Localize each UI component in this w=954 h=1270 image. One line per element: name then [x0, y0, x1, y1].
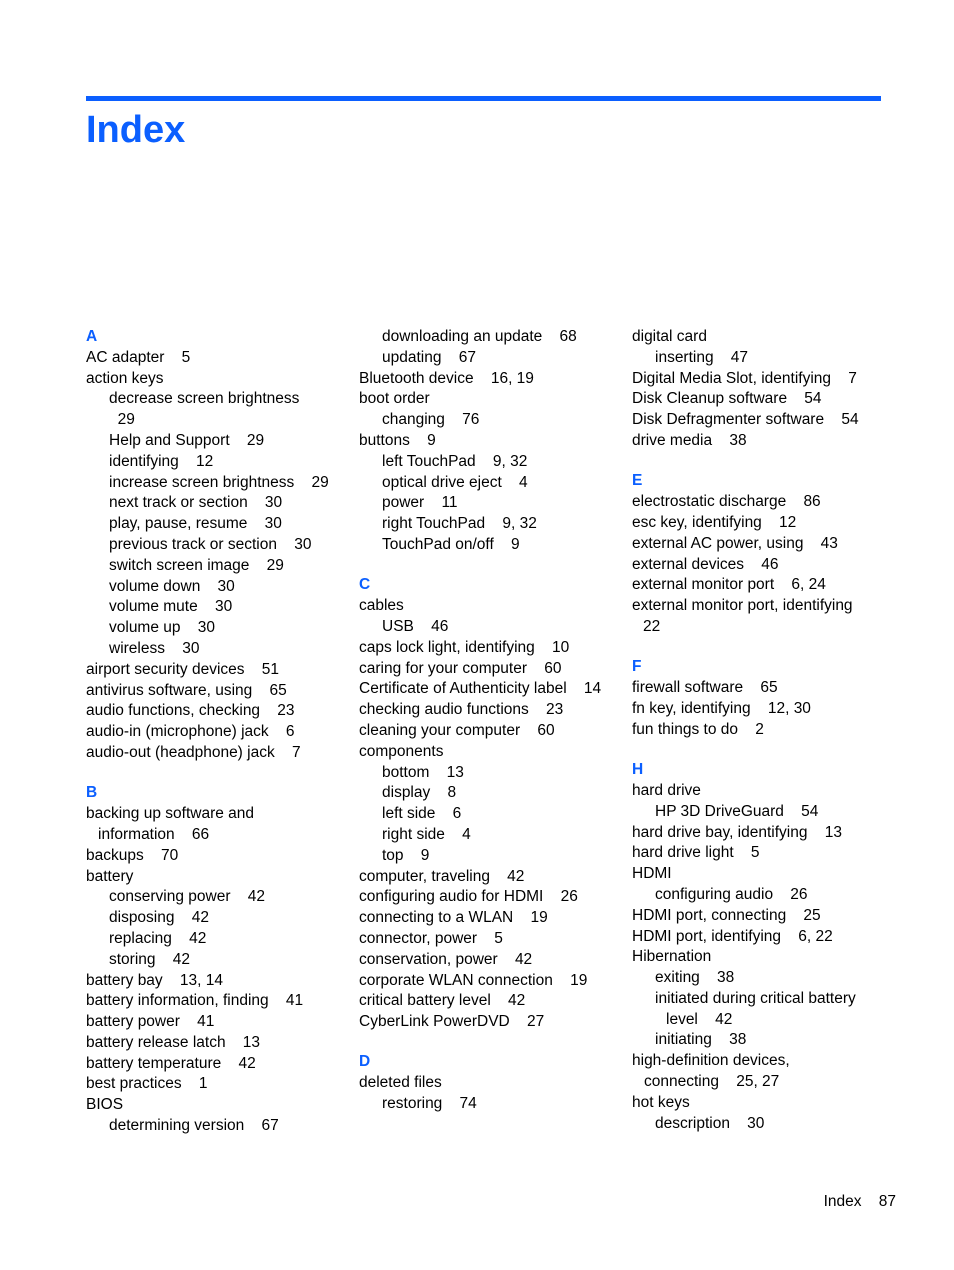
- index-letter-heading: H: [632, 761, 644, 779]
- index-entry: external monitor port 6, 24: [632, 576, 826, 594]
- index-subentry: right side 4: [382, 825, 471, 843]
- index-subentry: power 11: [382, 494, 458, 512]
- index-subentry: wireless 30: [109, 639, 200, 657]
- index-entry: Disk Cleanup software 54: [632, 390, 822, 408]
- index-subentry: configuring audio 26: [655, 885, 808, 903]
- section-gap: [86, 764, 348, 784]
- index-entry: Disk Defragmenter software 54: [632, 411, 859, 429]
- index-subentry: inserting 47: [655, 348, 749, 366]
- index-entry: caring for your computer 60: [359, 659, 562, 677]
- index-entry: Bluetooth device 16, 19: [359, 369, 534, 387]
- index-subentry: conserving power 42: [109, 888, 265, 906]
- index-subentry: identifying 12: [109, 452, 214, 470]
- index-subentry: updating 67: [382, 348, 476, 366]
- index-subentry: initiated during critical battery: [655, 989, 856, 1007]
- index-column-2: [359, 327, 621, 1115]
- index-entry: cables: [359, 597, 404, 615]
- index-subentry: decrease screen brightness: [109, 390, 300, 408]
- index-entry: audio-in (microphone) jack 6: [86, 723, 295, 741]
- index-subentry: next track or section 30: [109, 494, 283, 512]
- index-entry: AC adapter 5: [86, 348, 191, 366]
- page-footer: [824, 1192, 896, 1212]
- index-entry: HDMI port, identifying 6, 22: [632, 927, 833, 945]
- index-entry: battery information, finding 41: [86, 992, 304, 1010]
- index-letter-heading: E: [632, 472, 643, 490]
- index-entry: drive media 38: [632, 431, 747, 449]
- index-subentry: left side 6: [382, 805, 462, 823]
- index-entry: electrostatic discharge 86: [632, 493, 821, 511]
- page-title: Index: [86, 109, 186, 151]
- index-entry: external devices 46: [632, 555, 779, 573]
- index-entry: battery: [86, 867, 134, 885]
- index-subentry: replacing 42: [109, 929, 207, 947]
- index-entry: battery release latch 13: [86, 1033, 261, 1051]
- index-entry: boot order: [359, 390, 430, 408]
- index-entry: high-definition devices,: [632, 1052, 790, 1070]
- index-subentry: exiting 38: [655, 969, 735, 987]
- index-entry: digital card: [632, 328, 707, 345]
- section-gap: [632, 741, 894, 761]
- index-entry: HDMI: [632, 865, 672, 883]
- index-entry: configuring audio for HDMI 26: [359, 888, 578, 906]
- index-subentry: Help and Support 29: [109, 431, 265, 449]
- index-entry: cleaning your computer 60: [359, 721, 555, 739]
- section-gap: [632, 452, 894, 472]
- index-entry: connecting 25, 27: [644, 1073, 780, 1091]
- index-subentry: increase screen brightness 29: [109, 473, 329, 491]
- index-subentry: description 30: [655, 1114, 765, 1132]
- index-subentry: initiating 38: [655, 1031, 747, 1049]
- title-rule: [86, 96, 881, 101]
- index-entry: fn key, identifying 12, 30: [632, 699, 811, 717]
- index-entry: components: [359, 742, 444, 760]
- index-entry: connecting to a WLAN 19: [359, 909, 548, 927]
- index-entry: esc key, identifying 12: [632, 513, 797, 531]
- index-entry: CyberLink PowerDVD 27: [359, 1013, 545, 1031]
- index-entry: best practices 1: [86, 1075, 208, 1093]
- index-entry: checking audio functions 23: [359, 701, 564, 719]
- index-entry: airport security devices 51: [86, 660, 279, 678]
- index-entry: external monitor port, identifying: [632, 597, 853, 615]
- index-subentry: left TouchPad 9, 32: [382, 452, 528, 470]
- index-column-1: [86, 327, 348, 1137]
- index-subentry: disposing 42: [109, 909, 209, 927]
- index-entry: Certificate of Authenticity label 14: [359, 680, 602, 698]
- index-letter-heading: C: [359, 576, 371, 594]
- index-entry: HDMI port, connecting 25: [632, 906, 821, 924]
- index-subentry: volume up 30: [109, 619, 215, 637]
- index-entry: critical battery level 42: [359, 992, 526, 1010]
- index-entry: audio-out (headphone) jack 7: [86, 743, 301, 761]
- index-entry: battery temperature 42: [86, 1054, 256, 1072]
- index-entry: fun things to do 2: [632, 720, 764, 738]
- index-entry: battery power 41: [86, 1013, 215, 1031]
- index-subentry: HP 3D DriveGuard 54: [655, 802, 819, 820]
- index-subentry: volume down 30: [109, 577, 235, 595]
- index-subentry: USB 46: [382, 617, 449, 635]
- index-entry: hard drive: [632, 781, 701, 799]
- index-letter-heading: A: [86, 328, 98, 345]
- index-entry: computer, traveling 42: [359, 867, 525, 885]
- index-column-3: [632, 327, 894, 1134]
- index-entry: 22: [643, 617, 661, 635]
- index-subentry: right TouchPad 9, 32: [382, 515, 537, 533]
- section-gap: [359, 1033, 621, 1053]
- index-entry: buttons 9: [359, 431, 436, 449]
- index-letter-heading: D: [359, 1053, 371, 1071]
- index-letter-heading: B: [86, 784, 98, 802]
- index-subentry: display 8: [382, 784, 457, 802]
- index-subentry: optical drive eject 4: [382, 473, 528, 491]
- index-subentry: bottom 13: [382, 763, 464, 781]
- index-subentry: changing 76: [382, 411, 480, 429]
- index-entry: BIOS: [86, 1096, 124, 1114]
- index-subentry: determining version 67: [109, 1117, 279, 1135]
- index-entry: Hibernation: [632, 948, 712, 966]
- index-subentry: 29: [109, 411, 135, 429]
- index-subentry: TouchPad on/off 9: [382, 535, 520, 553]
- section-gap: [359, 556, 621, 576]
- index-subentry: previous track or section 30: [109, 535, 312, 553]
- index-entry: corporate WLAN connection 19: [359, 971, 588, 989]
- index-entry: hard drive bay, identifying 13: [632, 823, 842, 841]
- index-entry: conservation, power 42: [359, 950, 533, 968]
- footer-label: Index: [823, 1193, 862, 1210]
- section-gap: [632, 638, 894, 658]
- index-entry: antivirus software, using 65: [86, 681, 287, 699]
- index-subentry: level 42: [666, 1010, 733, 1028]
- index-entry: audio functions, checking 23: [86, 702, 295, 720]
- page-number: 87: [878, 1193, 896, 1210]
- index-entry: Digital Media Slot, identifying 7: [632, 369, 857, 387]
- index-subentry: play, pause, resume 30: [109, 515, 282, 533]
- index-entry: action keys: [86, 369, 164, 387]
- index-subentry: switch screen image 29: [109, 556, 284, 574]
- index-entry: battery bay 13, 14: [86, 971, 224, 989]
- index-subentry: restoring 74: [382, 1095, 477, 1113]
- index-entry: connector, power 5: [359, 929, 503, 947]
- index-subentry: downloading an update 68: [382, 328, 577, 345]
- index-entry: caps lock light, identifying 10: [359, 638, 570, 656]
- index-subentry: storing 42: [109, 950, 190, 968]
- index-entry: deleted files: [359, 1074, 442, 1092]
- index-entry: hard drive light 5: [632, 844, 760, 862]
- index-entry: information 66: [98, 825, 210, 843]
- index-subentry: volume mute 30: [109, 598, 233, 616]
- index-subentry: top 9: [382, 846, 430, 864]
- index-entry: external AC power, using 43: [632, 534, 838, 552]
- index-entry: backups 70: [86, 846, 179, 864]
- index-entry: hot keys: [632, 1093, 690, 1111]
- index-entry: backing up software and: [86, 805, 255, 823]
- index-letter-heading: F: [632, 658, 642, 676]
- index-entry: firewall software 65: [632, 679, 778, 697]
